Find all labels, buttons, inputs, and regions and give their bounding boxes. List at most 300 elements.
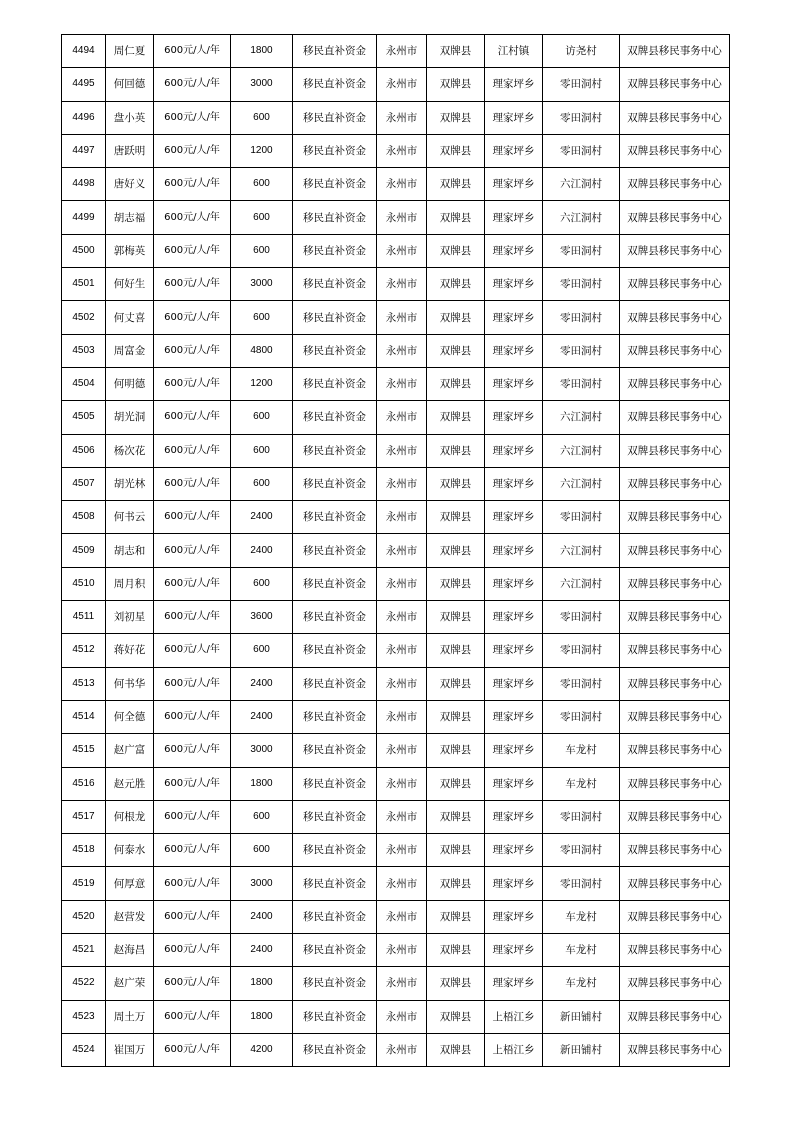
agency-cell: 双牌县移民事务中心 [620,268,730,301]
village-cell: 零田洞村 [543,334,620,367]
city-cell: 永州市 [377,301,427,334]
fund-type-cell: 移民直补资金 [293,401,377,434]
village-cell: 新田铺村 [543,1033,620,1066]
city-cell: 永州市 [377,767,427,800]
row-id-cell: 4517 [62,800,106,833]
county-cell: 双牌县 [427,534,485,567]
township-cell: 理家坪乡 [485,634,543,667]
table-row [62,567,730,600]
amount-cell: 3000 [231,268,293,301]
table-row [62,467,730,500]
row-id-cell: 4510 [62,567,106,600]
amount-cell: 600 [231,634,293,667]
table-row [62,634,730,667]
name-cell: 何厚意 [106,867,154,900]
fund-type-cell: 移民直补资金 [293,35,377,68]
row-id-cell: 4522 [62,967,106,1000]
table-row [62,168,730,201]
amount-cell: 1800 [231,967,293,1000]
amount-cell: 2400 [231,934,293,967]
table-row [62,367,730,400]
row-id-cell: 4519 [62,867,106,900]
township-cell: 理家坪乡 [485,401,543,434]
row-id-cell: 4499 [62,201,106,234]
county-cell: 双牌县 [427,767,485,800]
row-id-cell: 4507 [62,467,106,500]
agency-cell: 双牌县移民事务中心 [620,334,730,367]
amount-cell: 2400 [231,534,293,567]
agency-cell: 双牌县移民事务中心 [620,567,730,600]
village-cell: 车龙村 [543,767,620,800]
standard-cell: 600元/人/年 [154,867,231,900]
fund-type-cell: 移民直补资金 [293,467,377,500]
name-cell: 赵广荣 [106,967,154,1000]
fund-type-cell: 移民直补资金 [293,634,377,667]
amount-cell: 1200 [231,134,293,167]
standard-cell: 600元/人/年 [154,268,231,301]
township-cell: 理家坪乡 [485,301,543,334]
county-cell: 双牌县 [427,268,485,301]
fund-type-cell: 移民直补资金 [293,667,377,700]
agency-cell: 双牌县移民事务中心 [620,1033,730,1066]
agency-cell: 双牌县移民事务中心 [620,934,730,967]
standard-cell: 600元/人/年 [154,834,231,867]
township-cell: 理家坪乡 [485,68,543,101]
name-cell: 赵广富 [106,734,154,767]
row-id-cell: 4503 [62,334,106,367]
table-row [62,534,730,567]
agency-cell: 双牌县移民事务中心 [620,734,730,767]
table-row [62,700,730,733]
agency-cell: 双牌县移民事务中心 [620,434,730,467]
city-cell: 永州市 [377,467,427,500]
village-cell: 六江洞村 [543,434,620,467]
county-cell: 双牌县 [427,567,485,600]
table-row [62,234,730,267]
village-cell: 零田洞村 [543,800,620,833]
standard-cell: 600元/人/年 [154,367,231,400]
row-id-cell: 4520 [62,900,106,933]
village-cell: 六江洞村 [543,467,620,500]
standard-cell: 600元/人/年 [154,601,231,634]
township-cell: 理家坪乡 [485,367,543,400]
city-cell: 永州市 [377,667,427,700]
agency-cell: 双牌县移民事务中心 [620,134,730,167]
name-cell: 何明德 [106,367,154,400]
agency-cell: 双牌县移民事务中心 [620,700,730,733]
name-cell: 周富金 [106,334,154,367]
city-cell: 永州市 [377,900,427,933]
standard-cell: 600元/人/年 [154,934,231,967]
agency-cell: 双牌县移民事务中心 [620,800,730,833]
township-cell: 理家坪乡 [485,101,543,134]
county-cell: 双牌县 [427,734,485,767]
name-cell: 何根龙 [106,800,154,833]
row-id-cell: 4505 [62,401,106,434]
row-id-cell: 4511 [62,601,106,634]
fund-type-cell: 移民直补资金 [293,834,377,867]
county-cell: 双牌县 [427,834,485,867]
township-cell: 理家坪乡 [485,467,543,500]
amount-cell: 3000 [231,734,293,767]
agency-cell: 双牌县移民事务中心 [620,467,730,500]
row-id-cell: 4518 [62,834,106,867]
name-cell: 何书华 [106,667,154,700]
amount-cell: 1800 [231,767,293,800]
table-row [62,867,730,900]
standard-cell: 600元/人/年 [154,800,231,833]
county-cell: 双牌县 [427,967,485,1000]
name-cell: 郭梅英 [106,234,154,267]
name-cell: 何泰水 [106,834,154,867]
fund-type-cell: 移民直补资金 [293,68,377,101]
city-cell: 永州市 [377,101,427,134]
name-cell: 何全德 [106,700,154,733]
fund-type-cell: 移民直补资金 [293,201,377,234]
name-cell: 刘初星 [106,601,154,634]
city-cell: 永州市 [377,1033,427,1066]
row-id-cell: 4498 [62,168,106,201]
city-cell: 永州市 [377,867,427,900]
village-cell: 零田洞村 [543,834,620,867]
name-cell: 何书云 [106,501,154,534]
agency-cell: 双牌县移民事务中心 [620,501,730,534]
township-cell: 江村镇 [485,35,543,68]
city-cell: 永州市 [377,567,427,600]
fund-type-cell: 移民直补资金 [293,601,377,634]
city-cell: 永州市 [377,434,427,467]
amount-cell: 600 [231,434,293,467]
table-row [62,667,730,700]
city-cell: 永州市 [377,68,427,101]
fund-type-cell: 移民直补资金 [293,867,377,900]
standard-cell: 600元/人/年 [154,334,231,367]
county-cell: 双牌县 [427,501,485,534]
township-cell: 理家坪乡 [485,900,543,933]
county-cell: 双牌县 [427,334,485,367]
fund-type-cell: 移民直补资金 [293,1000,377,1033]
agency-cell: 双牌县移民事务中心 [620,967,730,1000]
township-cell: 上梧江乡 [485,1033,543,1066]
amount-cell: 2400 [231,900,293,933]
table-row [62,201,730,234]
row-id-cell: 4508 [62,501,106,534]
fund-type-cell: 移民直补资金 [293,900,377,933]
village-cell: 六江洞村 [543,201,620,234]
name-cell: 周月积 [106,567,154,600]
table-row [62,967,730,1000]
village-cell: 六江洞村 [543,534,620,567]
village-cell: 六江洞村 [543,168,620,201]
name-cell: 赵元胜 [106,767,154,800]
city-cell: 永州市 [377,501,427,534]
city-cell: 永州市 [377,634,427,667]
village-cell: 零田洞村 [543,234,620,267]
table-row [62,268,730,301]
fund-type-cell: 移民直补资金 [293,700,377,733]
township-cell: 理家坪乡 [485,967,543,1000]
county-cell: 双牌县 [427,101,485,134]
row-id-cell: 4501 [62,268,106,301]
amount-cell: 600 [231,401,293,434]
township-cell: 理家坪乡 [485,834,543,867]
name-cell: 蒋好花 [106,634,154,667]
village-cell: 零田洞村 [543,268,620,301]
fund-type-cell: 移民直补资金 [293,1033,377,1066]
township-cell: 理家坪乡 [485,234,543,267]
row-id-cell: 4502 [62,301,106,334]
standard-cell: 600元/人/年 [154,634,231,667]
amount-cell: 3000 [231,867,293,900]
township-cell: 理家坪乡 [485,434,543,467]
fund-type-cell: 移民直补资金 [293,534,377,567]
village-cell: 零田洞村 [543,601,620,634]
township-cell: 理家坪乡 [485,934,543,967]
table-row [62,334,730,367]
amount-cell: 600 [231,567,293,600]
agency-cell: 双牌县移民事务中心 [620,201,730,234]
name-cell: 赵营发 [106,900,154,933]
county-cell: 双牌县 [427,434,485,467]
name-cell: 何回德 [106,68,154,101]
row-id-cell: 4509 [62,534,106,567]
fund-type-cell: 移民直补资金 [293,934,377,967]
city-cell: 永州市 [377,534,427,567]
name-cell: 胡光林 [106,467,154,500]
fund-type-cell: 移民直补资金 [293,367,377,400]
village-cell: 六江洞村 [543,401,620,434]
table-row [62,35,730,68]
fund-type-cell: 移民直补资金 [293,334,377,367]
city-cell: 永州市 [377,1000,427,1033]
city-cell: 永州市 [377,234,427,267]
amount-cell: 600 [231,800,293,833]
standard-cell: 600元/人/年 [154,467,231,500]
standard-cell: 600元/人/年 [154,1000,231,1033]
name-cell: 胡志福 [106,201,154,234]
county-cell: 双牌县 [427,601,485,634]
village-cell: 车龙村 [543,934,620,967]
city-cell: 永州市 [377,268,427,301]
row-id-cell: 4513 [62,667,106,700]
village-cell: 车龙村 [543,967,620,1000]
amount-cell: 600 [231,467,293,500]
fund-type-cell: 移民直补资金 [293,134,377,167]
table-row [62,1000,730,1033]
table-row [62,68,730,101]
standard-cell: 600元/人/年 [154,700,231,733]
county-cell: 双牌县 [427,700,485,733]
agency-cell: 双牌县移民事务中心 [620,68,730,101]
village-cell: 新田铺村 [543,1000,620,1033]
fund-type-cell: 移民直补资金 [293,800,377,833]
county-cell: 双牌县 [427,134,485,167]
village-cell: 零田洞村 [543,867,620,900]
standard-cell: 600元/人/年 [154,734,231,767]
agency-cell: 双牌县移民事务中心 [620,867,730,900]
standard-cell: 600元/人/年 [154,1033,231,1066]
fund-type-cell: 移民直补资金 [293,501,377,534]
row-id-cell: 4521 [62,934,106,967]
village-cell: 访尧村 [543,35,620,68]
standard-cell: 600元/人/年 [154,68,231,101]
city-cell: 永州市 [377,734,427,767]
name-cell: 杨次花 [106,434,154,467]
table-row [62,134,730,167]
city-cell: 永州市 [377,700,427,733]
township-cell: 理家坪乡 [485,667,543,700]
county-cell: 双牌县 [427,1000,485,1033]
table-row [62,434,730,467]
amount-cell: 1200 [231,367,293,400]
fund-type-cell: 移民直补资金 [293,168,377,201]
village-cell: 零田洞村 [543,501,620,534]
standard-cell: 600元/人/年 [154,168,231,201]
county-cell: 双牌县 [427,934,485,967]
table-row [62,601,730,634]
township-cell: 理家坪乡 [485,501,543,534]
agency-cell: 双牌县移民事务中心 [620,168,730,201]
city-cell: 永州市 [377,967,427,1000]
village-cell: 零田洞村 [543,134,620,167]
row-id-cell: 4497 [62,134,106,167]
fund-type-cell: 移民直补资金 [293,268,377,301]
village-cell: 车龙村 [543,900,620,933]
table-row [62,800,730,833]
township-cell: 理家坪乡 [485,800,543,833]
county-cell: 双牌县 [427,667,485,700]
fund-type-cell: 移民直补资金 [293,101,377,134]
table-row [62,900,730,933]
row-id-cell: 4506 [62,434,106,467]
amount-cell: 1800 [231,1000,293,1033]
table-row [62,101,730,134]
name-cell: 胡光洞 [106,401,154,434]
row-id-cell: 4514 [62,700,106,733]
township-cell: 理家坪乡 [485,268,543,301]
township-cell: 理家坪乡 [485,334,543,367]
township-cell: 理家坪乡 [485,734,543,767]
table-row [62,934,730,967]
row-id-cell: 4494 [62,35,106,68]
city-cell: 永州市 [377,934,427,967]
city-cell: 永州市 [377,334,427,367]
county-cell: 双牌县 [427,367,485,400]
county-cell: 双牌县 [427,301,485,334]
name-cell: 周土万 [106,1000,154,1033]
table-row [62,767,730,800]
standard-cell: 600元/人/年 [154,667,231,700]
agency-cell: 双牌县移民事务中心 [620,534,730,567]
table-row [62,734,730,767]
name-cell: 何丈喜 [106,301,154,334]
city-cell: 永州市 [377,201,427,234]
agency-cell: 双牌县移民事务中心 [620,234,730,267]
row-id-cell: 4523 [62,1000,106,1033]
standard-cell: 600元/人/年 [154,234,231,267]
county-cell: 双牌县 [427,800,485,833]
agency-cell: 双牌县移民事务中心 [620,367,730,400]
standard-cell: 600元/人/年 [154,534,231,567]
county-cell: 双牌县 [427,634,485,667]
row-id-cell: 4496 [62,101,106,134]
township-cell: 理家坪乡 [485,601,543,634]
amount-cell: 3000 [231,68,293,101]
agency-cell: 双牌县移民事务中心 [620,634,730,667]
table-row [62,301,730,334]
row-id-cell: 4512 [62,634,106,667]
fund-type-cell: 移民直补资金 [293,767,377,800]
city-cell: 永州市 [377,35,427,68]
county-cell: 双牌县 [427,35,485,68]
fund-type-cell: 移民直补资金 [293,301,377,334]
row-id-cell: 4504 [62,367,106,400]
amount-cell: 3600 [231,601,293,634]
row-id-cell: 4495 [62,68,106,101]
agency-cell: 双牌县移民事务中心 [620,834,730,867]
name-cell: 唐好义 [106,168,154,201]
table-row [62,501,730,534]
standard-cell: 600元/人/年 [154,134,231,167]
fund-type-cell: 移民直补资金 [293,734,377,767]
township-cell: 理家坪乡 [485,767,543,800]
agency-cell: 双牌县移民事务中心 [620,101,730,134]
name-cell: 赵海昌 [106,934,154,967]
name-cell: 唐跃明 [106,134,154,167]
row-id-cell: 4515 [62,734,106,767]
city-cell: 永州市 [377,134,427,167]
amount-cell: 600 [231,834,293,867]
county-cell: 双牌县 [427,168,485,201]
township-cell: 理家坪乡 [485,168,543,201]
county-cell: 双牌县 [427,900,485,933]
village-cell: 车龙村 [543,734,620,767]
amount-cell: 600 [231,168,293,201]
standard-cell: 600元/人/年 [154,35,231,68]
village-cell: 零田洞村 [543,634,620,667]
amount-cell: 2400 [231,667,293,700]
city-cell: 永州市 [377,401,427,434]
subsidy-table [61,34,730,1067]
agency-cell: 双牌县移民事务中心 [620,1000,730,1033]
amount-cell: 600 [231,101,293,134]
standard-cell: 600元/人/年 [154,501,231,534]
row-id-cell: 4516 [62,767,106,800]
standard-cell: 600元/人/年 [154,301,231,334]
fund-type-cell: 移民直补资金 [293,967,377,1000]
standard-cell: 600元/人/年 [154,967,231,1000]
standard-cell: 600元/人/年 [154,434,231,467]
amount-cell: 4200 [231,1033,293,1066]
county-cell: 双牌县 [427,234,485,267]
agency-cell: 双牌县移民事务中心 [620,401,730,434]
table-row [62,401,730,434]
standard-cell: 600元/人/年 [154,201,231,234]
township-cell: 理家坪乡 [485,201,543,234]
name-cell: 盘小英 [106,101,154,134]
amount-cell: 2400 [231,501,293,534]
table-row [62,1033,730,1066]
standard-cell: 600元/人/年 [154,101,231,134]
amount-cell: 2400 [231,700,293,733]
township-cell: 理家坪乡 [485,134,543,167]
row-id-cell: 4500 [62,234,106,267]
standard-cell: 600元/人/年 [154,767,231,800]
village-cell: 六江洞村 [543,567,620,600]
fund-type-cell: 移民直补资金 [293,567,377,600]
county-cell: 双牌县 [427,401,485,434]
fund-type-cell: 移民直补资金 [293,434,377,467]
